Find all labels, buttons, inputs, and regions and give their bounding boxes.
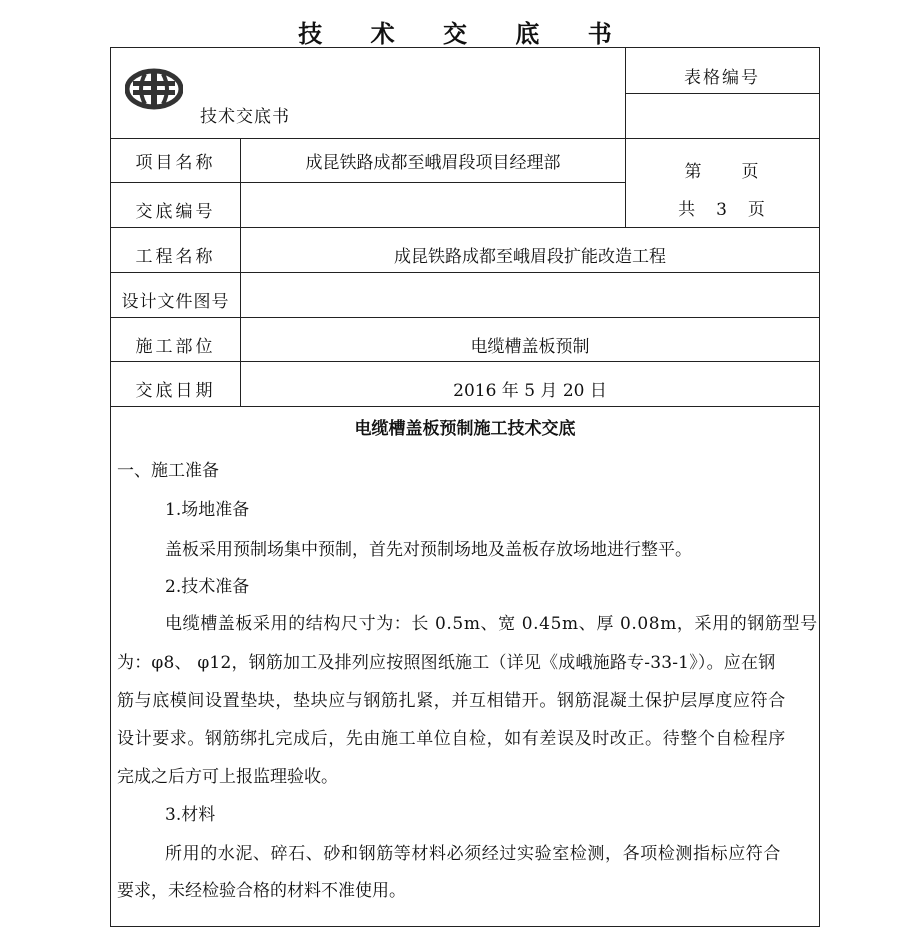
- project-name-label: 项目名称: [135, 153, 216, 173]
- subsection-heading: 2.技术准备: [165, 577, 250, 597]
- paragraph-line: 筋与底模间设置垫块，垫块应与钢筋扎紧，并互相错开。钢筋混凝土保护层厚度应符合: [117, 691, 786, 711]
- company-logo: [125, 68, 183, 110]
- subsection-heading: 3.材料: [165, 805, 216, 825]
- paragraph-line: 为：φ8、 φ12，钢筋加工及排列应按照图纸施工（详见《成峨施路专-33-1》）。应在钢: [117, 653, 776, 673]
- paragraph-line: 盖板采用预制场集中预制，首先对预制场地及盖板存放场地进行整平。: [165, 540, 692, 560]
- design-drawing-label: 设计文件图号: [121, 291, 230, 312]
- content-heading: 电缆槽盖板预制施工技术交底: [354, 419, 576, 439]
- page-number: 第 页: [684, 161, 761, 182]
- paragraph-line: 电缆槽盖板采用的结构尺寸为：长 0.5m、宽 0.45m、厚 0.08m，采用的钢筋型号: [165, 614, 818, 634]
- disclosure-number-label: 交底编号: [135, 201, 216, 222]
- paragraph-line: 所用的水泥、碎石、砂和钢筋等材料必须经过实验室检测，各项检测指标应符合: [165, 844, 781, 864]
- paragraph-line: 要求，未经检验合格的材料不准使用。: [117, 881, 406, 901]
- disclosure-number-value[interactable]: [241, 183, 625, 227]
- section-heading: 一、施工准备: [117, 461, 219, 481]
- paragraph-line: 完成之后方可上报监理验收。: [117, 767, 338, 787]
- form-number-value[interactable]: [625, 94, 819, 137]
- disclosure-date-label: 交底日期: [135, 380, 216, 401]
- disclosure-date-value: 2016 年 5 月 20 日: [453, 380, 607, 401]
- doc-type-label: 技术交底书: [200, 106, 290, 127]
- paragraph-line: 设计要求。钢筋绑扎完成后，先由施工单位自检，如有差误及时改正。待整个自检程序: [117, 729, 786, 749]
- subsection-heading: 1.场地准备: [165, 500, 250, 520]
- construction-part-value: 电缆槽盖板预制: [470, 336, 590, 357]
- total-pages: 共 3 页: [678, 199, 767, 220]
- project-title-label: 工程名称: [135, 246, 216, 267]
- construction-part-label: 施工部位: [135, 336, 216, 357]
- project-title-value: 成昆铁路成都至峨眉段扩能改造工程: [394, 246, 666, 267]
- page-title: 技 术 交 底 书: [298, 20, 632, 48]
- design-drawing-value[interactable]: [241, 273, 819, 317]
- form-number-label: 表格编号: [684, 67, 760, 88]
- project-name-value: 成昆铁路成都至峨眉段项目经理部: [305, 153, 561, 173]
